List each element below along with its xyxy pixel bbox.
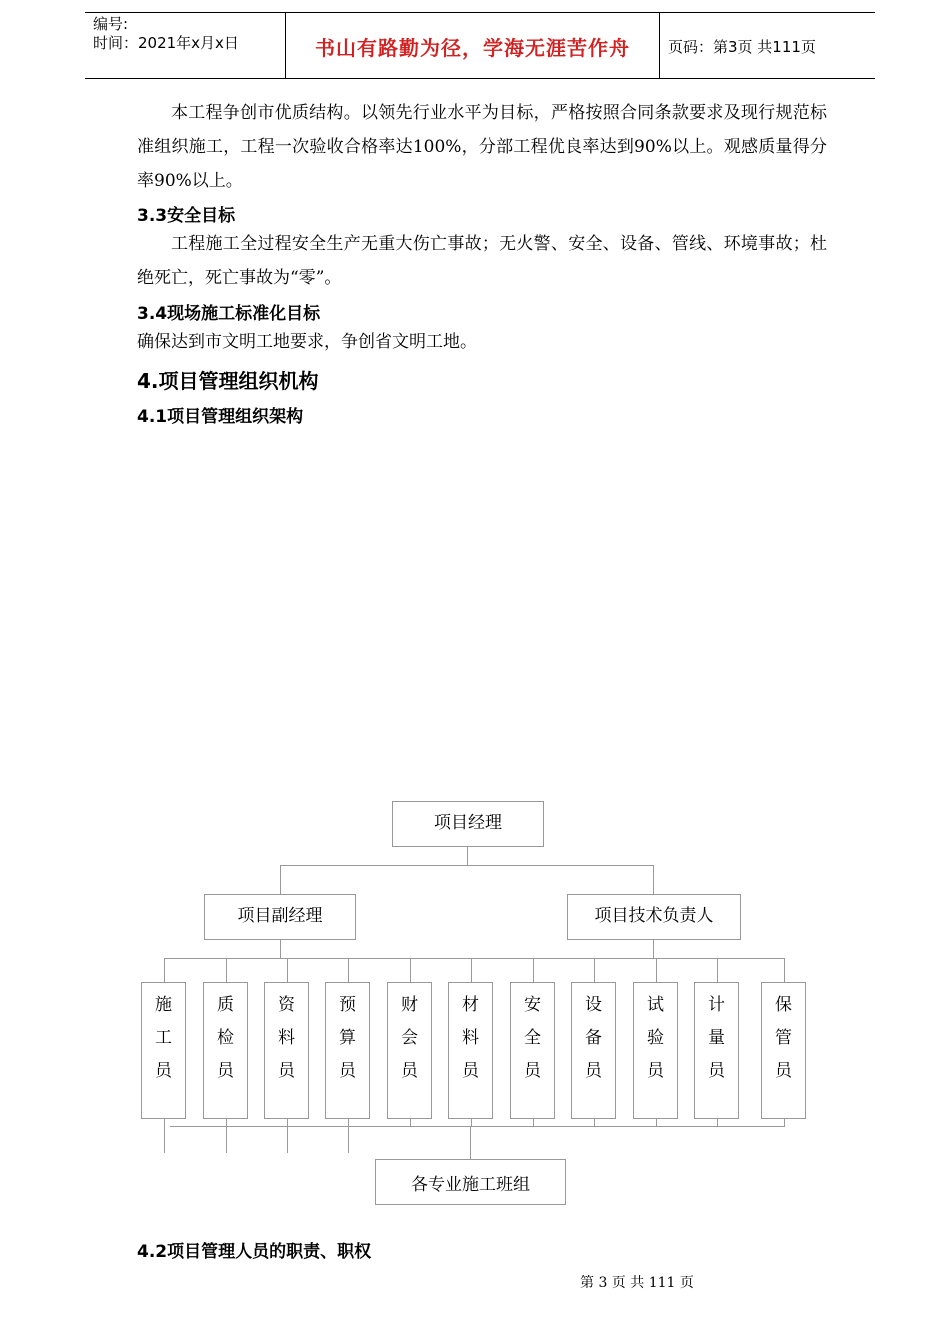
org-box-staff-char: 管	[775, 1028, 792, 1048]
org-box-staff-char: 资	[278, 995, 295, 1015]
connector-line	[533, 958, 534, 982]
org-box-staff-char: 员	[155, 1061, 172, 1081]
connector-line	[410, 1119, 411, 1127]
connector-line	[164, 1119, 165, 1153]
org-box-deputy-manager: 项目副经理	[204, 894, 356, 940]
org-box-staff	[761, 982, 806, 1119]
org-box-staff-char: 算	[339, 1028, 356, 1048]
org-box-project-manager: 项目经理	[392, 801, 544, 847]
connector-line	[287, 1119, 288, 1153]
org-box-staff-char: 计	[708, 995, 725, 1015]
connector-line	[410, 958, 411, 982]
org-box-staff	[633, 982, 678, 1119]
connector-line	[653, 865, 654, 895]
org-box-staff-char: 员	[585, 1061, 602, 1081]
org-box-staff-char: 员	[775, 1061, 792, 1081]
connector-line	[471, 958, 472, 982]
org-box-staff-char: 安	[524, 995, 541, 1015]
org-box-staff-char: 财	[401, 995, 418, 1015]
org-box-staff-char: 全	[524, 1028, 541, 1048]
heading-4-1: 4.1项目管理组织架构	[137, 407, 304, 427]
org-box-staff	[141, 982, 186, 1119]
heading-3-3: 3.3安全目标	[137, 206, 236, 226]
connector-line	[717, 958, 718, 982]
org-box-staff-char: 员	[217, 1061, 234, 1081]
org-box-staff-char: 量	[708, 1028, 725, 1048]
org-box-staff-char: 员	[462, 1061, 479, 1081]
connector-line	[784, 1119, 785, 1127]
org-box-staff	[325, 982, 370, 1119]
header-motto: 书山有路勤为径，学海无涯苦作舟	[315, 35, 630, 60]
connector-line	[467, 846, 468, 866]
org-box-staff-char: 验	[647, 1028, 664, 1048]
connector-line	[653, 939, 654, 959]
org-box-staff	[264, 982, 309, 1119]
org-box-staff-char: 员	[524, 1061, 541, 1081]
org-box-staff	[448, 982, 493, 1119]
org-box-staff-char: 设	[585, 995, 602, 1015]
connector-line	[226, 1119, 227, 1153]
org-box-staff	[694, 982, 739, 1119]
connector-line	[280, 939, 281, 959]
org-box-staff-char: 料	[278, 1028, 295, 1048]
org-box-staff	[203, 982, 248, 1119]
connector-line	[594, 1119, 595, 1127]
connector-line	[226, 958, 227, 982]
connector-line	[348, 958, 349, 982]
org-box-staff-char: 预	[339, 995, 356, 1015]
org-box-staff-char: 员	[647, 1061, 664, 1081]
doc-time-label: 时间：2021年x月x日	[93, 34, 239, 52]
org-box-staff-char: 工	[155, 1028, 172, 1048]
connector-line	[280, 865, 654, 866]
connector-line	[470, 1126, 471, 1160]
connector-line	[717, 1119, 718, 1127]
paragraph-safety-goal: 工程施工全过程安全生产无重大伤亡事故；无火警、安全、设备、管线、环境事故；杜绝死亡，死亡事故为“零”。	[137, 234, 827, 288]
connector-line	[656, 1119, 657, 1127]
heading-4-2: 4.2项目管理人员的职责、职权	[137, 1242, 372, 1262]
connector-line	[164, 958, 784, 959]
org-box-staff-char: 施	[155, 995, 172, 1015]
org-box-staff-char: 员	[339, 1061, 356, 1081]
doc-number-label: 编号:	[93, 15, 129, 33]
org-box-staff	[571, 982, 616, 1119]
header-meta	[93, 15, 239, 53]
connector-line	[533, 1119, 534, 1127]
org-box-staff-char: 质	[217, 995, 234, 1015]
org-box-work-teams: 各专业施工班组	[375, 1159, 566, 1205]
connector-line	[594, 958, 595, 982]
connector-line	[280, 865, 281, 895]
org-box-staff	[510, 982, 555, 1119]
paragraph-standardization-goal: 确保达到市文明工地要求，争创省文明工地。	[137, 332, 477, 352]
heading-3-4: 3.4现场施工标准化目标	[137, 304, 321, 324]
page-header	[85, 12, 875, 79]
org-box-technical-lead: 项目技术负责人	[567, 894, 741, 940]
connector-line	[784, 958, 785, 982]
page-footer: 第 3 页 共 111 页	[580, 1275, 694, 1291]
org-box-staff-char: 备	[585, 1028, 602, 1048]
header-page-info: 页码：第3页 共111页	[668, 38, 816, 56]
paragraph-quality-goal: 本工程争创市优质结构。以领先行业水平为目标，严格按照合同条款要求及现行规范标准组织施工，工程一次验收合格率达100%，分部工程优良率达到90%以上。观感质量得分率90%以上。	[137, 103, 827, 191]
org-box-staff-char: 材	[462, 995, 479, 1015]
org-box-staff-char: 员	[401, 1061, 418, 1081]
org-box-staff-char: 保	[775, 995, 792, 1015]
heading-4: 4.项目管理组织机构	[137, 369, 319, 393]
connector-line	[170, 1126, 784, 1127]
org-box-staff-char: 试	[647, 995, 664, 1015]
org-box-staff-char: 会	[401, 1028, 418, 1048]
connector-line	[471, 1119, 472, 1127]
connector-line	[287, 958, 288, 982]
connector-line	[348, 1119, 349, 1153]
org-box-staff-char: 检	[217, 1028, 234, 1048]
org-box-staff-char: 料	[462, 1028, 479, 1048]
connector-line	[656, 958, 657, 982]
org-box-staff-char: 员	[708, 1061, 725, 1081]
org-box-staff-char: 员	[278, 1061, 295, 1081]
org-box-staff	[387, 982, 432, 1119]
connector-line	[164, 958, 165, 982]
